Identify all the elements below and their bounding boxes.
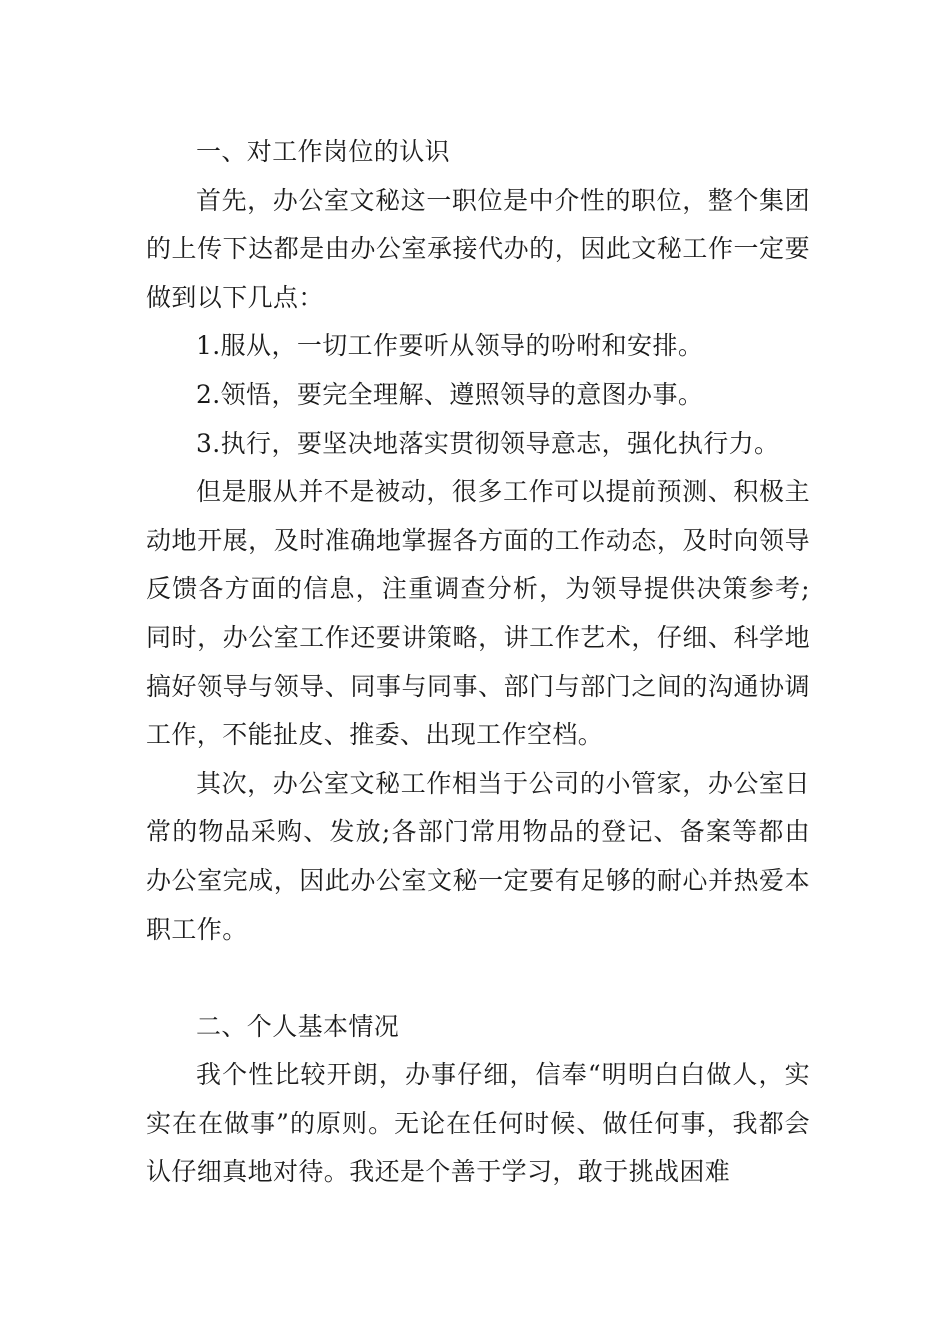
section-spacer	[146, 954, 810, 1003]
document-body	[146, 128, 810, 1197]
list-item-obey: 1.服从，一切工作要听从领导的吩咐和安排。	[196, 331, 704, 361]
paragraph-intro: 首先，办公室文秘这一职位是中介性的职位，整个集团的上传下达都是由办公室承接代办的，因此文秘工作一定要做到以下几点：	[146, 185, 810, 312]
section-heading-personal-info: 二、个人基本情况	[196, 1011, 400, 1041]
paragraph-proactive: 但是服从并不是被动，很多工作可以提前预测、积极主动地开展，及时准确地掌握各方面的工作动态，及时向领导反馈各方面的信息，注重调查分析，为领导提供决策参考;同时，办公室工作还要讲策略，讲工作艺术，仔细、科学地搞好领导与领导、同事与同事、部门与部门之间的沟通协调工作，不能扯皮、推委、出现工作空档。	[146, 477, 810, 750]
paragraph-housekeeper: 其次，办公室文秘工作相当于公司的小管家，办公室日常的物品采购、发放;各部门常用物品的登记、备案等都由办公室完成，因此办公室文秘一定要有足够的耐心并热爱本职工作。	[146, 768, 810, 944]
list-item-execute: 3.执行，要坚决地落实贯彻领导意志，强化执行力。	[196, 428, 780, 458]
paragraph-personality: 我个性比较开朗，办事仔细，信奉“明明白白做人，实实在在做事”的原则。无论在任何时候、做任何事，我都会认仔细真地对待。我还是个善于学习，敢于挑战困难	[146, 1060, 810, 1187]
section-heading-job-understanding: 一、对工作岗位的认识	[196, 137, 451, 166]
list-item-comprehend: 2.领悟，要完全理解、遵照领导的意图办事。	[196, 379, 704, 409]
